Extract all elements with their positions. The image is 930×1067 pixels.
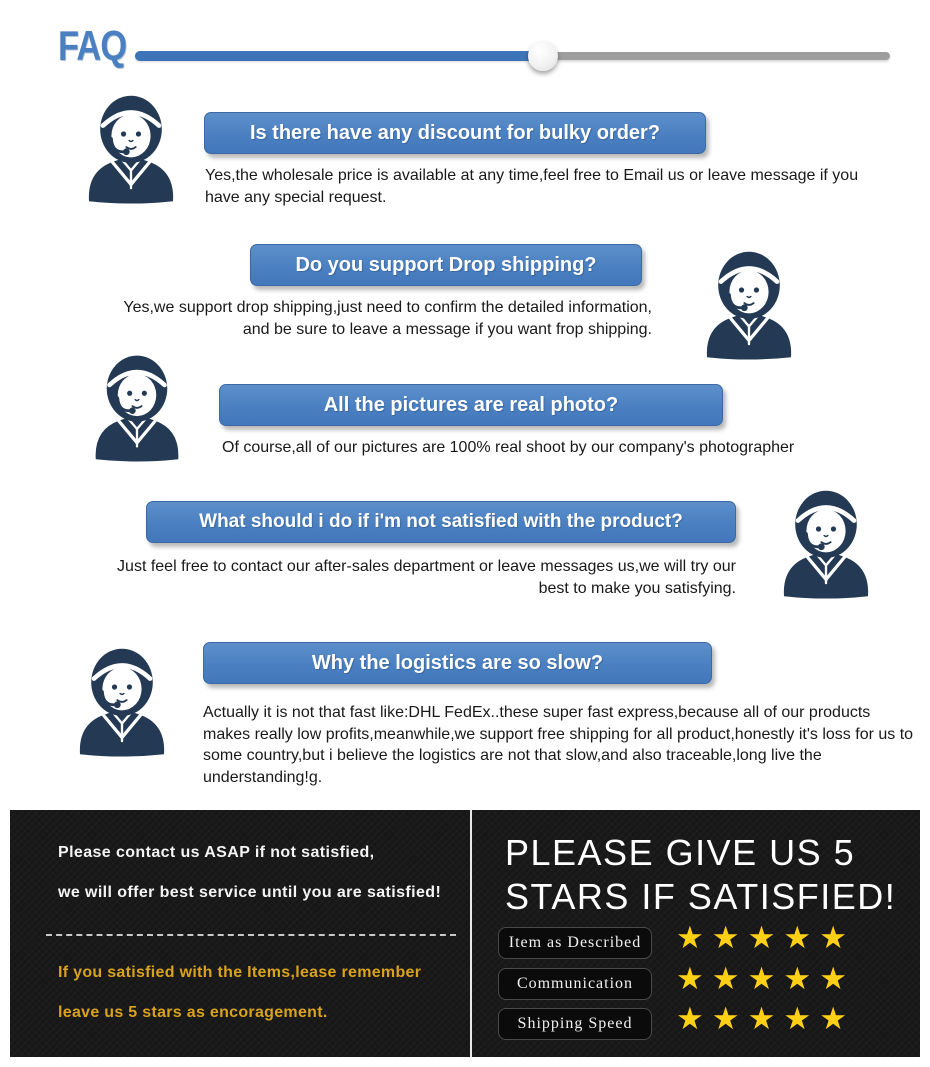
support-agent-icon xyxy=(66,642,178,760)
footer-rating-title-line-2: STARS IF SATISFIED! xyxy=(505,876,897,917)
support-agent-icon xyxy=(692,248,806,360)
faq-progress-slider[interactable] xyxy=(135,52,890,60)
support-agent-icon xyxy=(75,92,187,204)
faq-answer-text: Yes,the wholesale price is available at any time,feel free to Email us or leave message if you have any special request. xyxy=(205,167,859,206)
rating-stars[interactable] xyxy=(676,920,906,955)
footer-rating-title-line-1: PLEASE GIVE US 5 xyxy=(505,832,856,873)
star-icon[interactable]: ★ xyxy=(783,1001,820,1036)
footer-banner xyxy=(10,810,920,1057)
star-icon[interactable]: ★ xyxy=(819,920,855,955)
footer-vertical-divider xyxy=(470,810,472,1057)
faq-question-banner: Why the logistics are so slow? xyxy=(203,642,712,684)
faq-question-banner: What should i do if i'm not satisfied with the product? xyxy=(146,501,736,543)
page-title: FAQ xyxy=(58,22,127,69)
rating-stars[interactable] xyxy=(676,961,906,996)
faq-progress-fill xyxy=(135,51,543,61)
star-icon[interactable]: ★ xyxy=(676,961,712,996)
faq-progress-handle[interactable] xyxy=(528,41,558,71)
faq-question-banner: All the pictures are real photo? xyxy=(219,384,723,426)
support-agent-icon xyxy=(82,350,192,464)
faq-question-banner: Do you support Drop shipping? xyxy=(250,244,642,286)
faq-answer-text: Of course,all of our pictures are 100% real shoot by our company's photographer xyxy=(222,439,795,456)
footer-contact-line-2: we will offer best service until you are satisfied! xyxy=(58,884,442,901)
star-icon[interactable]: ★ xyxy=(819,961,855,996)
faq-answer-text: Actually it is not that fast like:DHL FedEx..these super fast express,because all of our products makes really low profits,meanwhile,we support free shipping for all product,honestly it's loss for us to some country,but i believe the logistics are not that slow,and also traceable,long live the understanding!g. xyxy=(203,704,914,786)
faq-answer-text: Yes,we support drop shipping,just need to confirm the detailed information, and be sure to leave a message if you want frop shipping. xyxy=(123,299,652,338)
rating-label-shipping-speed: Shipping Speed xyxy=(498,1008,652,1040)
footer-stars-request-line-2: leave us 5 stars as encoragement. xyxy=(58,1004,328,1021)
star-icon[interactable]: ★ xyxy=(676,920,712,955)
faq-question-banner: Is there have any discount for bulky order? xyxy=(204,112,706,154)
rating-stars[interactable] xyxy=(676,1001,906,1036)
faq-answer-text: Just feel free to contact our after-sales department or leave messages us,we will try our best to make you satisfying. xyxy=(117,558,736,597)
star-icon[interactable]: ★ xyxy=(819,1001,855,1036)
star-icon[interactable]: ★ xyxy=(747,920,784,955)
footer-dashed-divider xyxy=(46,934,456,936)
star-icon[interactable]: ★ xyxy=(783,920,820,955)
star-icon[interactable]: ★ xyxy=(783,961,820,996)
support-agent-icon xyxy=(770,486,882,600)
star-icon[interactable]: ★ xyxy=(711,920,748,955)
footer-stars-request-line-1: If you satisfied with the Items,lease remember xyxy=(58,964,422,981)
rating-label-communication: Communication xyxy=(498,968,652,1000)
rating-label-item-as-described: Item as Described xyxy=(498,927,652,959)
star-icon[interactable]: ★ xyxy=(676,1001,712,1036)
star-icon[interactable]: ★ xyxy=(711,961,748,996)
star-icon[interactable]: ★ xyxy=(711,1001,748,1036)
star-icon[interactable]: ★ xyxy=(747,961,784,996)
star-icon[interactable]: ★ xyxy=(747,1001,784,1036)
footer-contact-line-1: Please contact us ASAP if not satisfied, xyxy=(58,844,375,861)
